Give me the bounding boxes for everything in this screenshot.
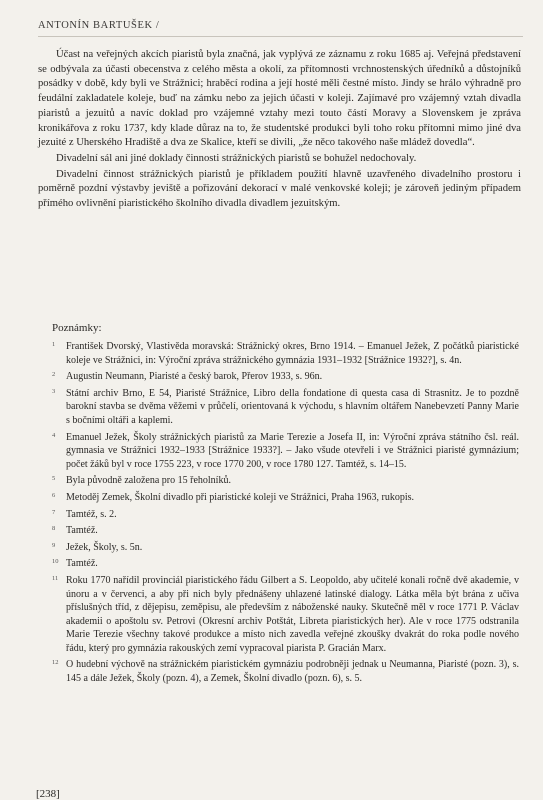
notes-title: Poznámky: — [52, 322, 102, 334]
note-text: Státní archiv Brno, E 54, Piaristé Strážnice, Libro della fondatione di questa casa di Strasnitz. Je to pozdně barokní stavba se dvěma věžemi v průčelí, orientovaná k východu, s hlavním oltářem Nanebevzetí Panny Marie s bočními oltáři a kaplemi. — [66, 387, 519, 426]
note-item — [52, 574, 519, 656]
note-text: Augustin Neumann, Piaristé a český barok, Přerov 1933, s. 96n. — [66, 371, 323, 383]
note-number: 9 — [52, 541, 56, 549]
paragraph: Účast na veřejných akcích piaristů byla značná, jak vyplývá ze záznamu z roku 1685 aj. Veřejná představení se odbývala za účasti obecenstva z celého města a okolí, za přítomnosti vrchnostenských úředníků a důstojníků posádky v době, kdy byli ve Strážnici; hraběcí rodina a její hosté měli čestné místo. Jindy se hrálo výhradně pro feudální zakladatele koleje, buď na zámku nebo za jejich účasti v koleji. Zajímavé pro vzájemný vztah divadla piaristů a jezuitů a navíc doklad pro vzájemné vztahy mezi touto částí Moravy a Slovenskem je zpráva kronikářova z roku 1737, kdy klade důraz na to, že studentské produkci byli toho roku přítomni mimo jiné dva jezuité z Uherského Hradiště a dva ze Skalice, kteří se divili, „že něco takového naše mládež dovedla“. — [38, 49, 521, 149]
note-item — [52, 431, 519, 472]
note-item — [52, 340, 519, 367]
note-number: 7 — [52, 508, 56, 516]
note-number: 2 — [52, 371, 56, 379]
note-number: 11 — [52, 574, 59, 582]
note-item — [52, 491, 519, 505]
note-text: Byla původně založena pro 15 řeholníků. — [66, 475, 231, 487]
note-text: František Dvorský, Vlastivěda moravská: Strážnický okres, Brno 1914. – Emanuel Ježek, Z počátků piaristické koleje ve Strážnici, in: Výroční zpráva strážnického gymnázia 1931–1932 [Strážnice 1932?], s. 4n. — [66, 341, 519, 366]
note-number: 6 — [52, 491, 56, 499]
header-rule — [38, 36, 523, 37]
note-item — [52, 658, 519, 685]
note-item — [52, 474, 519, 488]
note-number: 12 — [52, 659, 59, 667]
note-item — [52, 524, 519, 538]
notes-list — [52, 340, 519, 689]
note-number: 8 — [52, 525, 56, 533]
note-text: Ježek, Školy, s. 5n. — [66, 541, 143, 553]
note-text: Tamtéž. — [66, 558, 98, 570]
note-item — [52, 387, 519, 428]
note-item — [52, 370, 519, 384]
page-number: [238] — [36, 788, 60, 800]
note-item — [52, 557, 519, 571]
paragraph: Divadelní sál ani jiné doklady činnosti strážnických piaristů se bohužel nedochovaly. — [56, 152, 417, 164]
note-number: 5 — [52, 475, 56, 483]
note-item — [52, 508, 519, 522]
note-text: Roku 1770 nařídil provinciál piaristického řádu Gilbert a S. Leopoldo, aby učitelé konali ročně dvě akademie, v únoru a v červenci, a aby při nich byly přednášeny uhlazené latinské dialogy. Látka měla být brána z učiva příslušných tříd, z dějepisu, zeměpisu, ale především z náboženské nauky. Skutečně měl v roce 1771 P. Václav akademii o apoštolu sv. Petrovi (Okresní archiv Potštát, Libreta piaristických her). Ale v roce 1775 odstranila Marie Terezie všechny takové produkce a místo nich zavedla veřejné zkoušky dvakrát do roka podle nového řádu, který pro gymnázia rakouských zemí vypracoval piarista P. Gracián Marx. — [66, 574, 519, 654]
main-text — [38, 48, 521, 212]
note-number: 4 — [52, 431, 56, 439]
note-text: O hudební výchově na strážnickém piaristickém gymnáziu podrobněji jednak u Neumanna, Piaristé (pozn. 3), s. 145 a dále Ježek, Školy (pozn. 4), a Zemek, Školní divadlo (pozn. 6), s. 5. — [66, 659, 519, 685]
note-item — [52, 541, 519, 555]
note-number: 1 — [52, 341, 56, 348]
note-text: Emanuel Ježek, Školy strážnických piaristů za Marie Terezie a Josefa II, in: Výroční zpráva státního čsl. reál. gymnasia ve Strážnici 1932–1933 [Strážnice 1933?]. – Jako všude otevřeli i ve Strážnici piaristé gymnázium; počet žáků byl v roce 1755 223, v roce 1770 200, v roce 1780 127. Tamtéž, s. 14–15. — [66, 431, 519, 470]
note-text: Tamtéž. — [66, 525, 98, 537]
note-number: 3 — [52, 387, 56, 395]
note-number: 10 — [52, 558, 59, 566]
note-text: Metoděj Zemek, Školní divadlo při piaristické koleji ve Strážnici, Praha 1963, rukopis. — [66, 491, 414, 503]
paragraph: Divadelní činnost strážnických piaristů je příkladem použití hlavně uzavřeného divadelního prostoru i poměrně pozdní výstavby jeviště a pořizování dekorací v malé venkovské koleji; je zároveň jediným případem přímého ovlivnění piaristického školního divadla divadlem jezuitským. — [38, 168, 521, 210]
running-head: ANTONÍN BARTUŠEK / — [38, 20, 160, 31]
note-text: Tamtéž, s. 2. — [66, 508, 117, 520]
